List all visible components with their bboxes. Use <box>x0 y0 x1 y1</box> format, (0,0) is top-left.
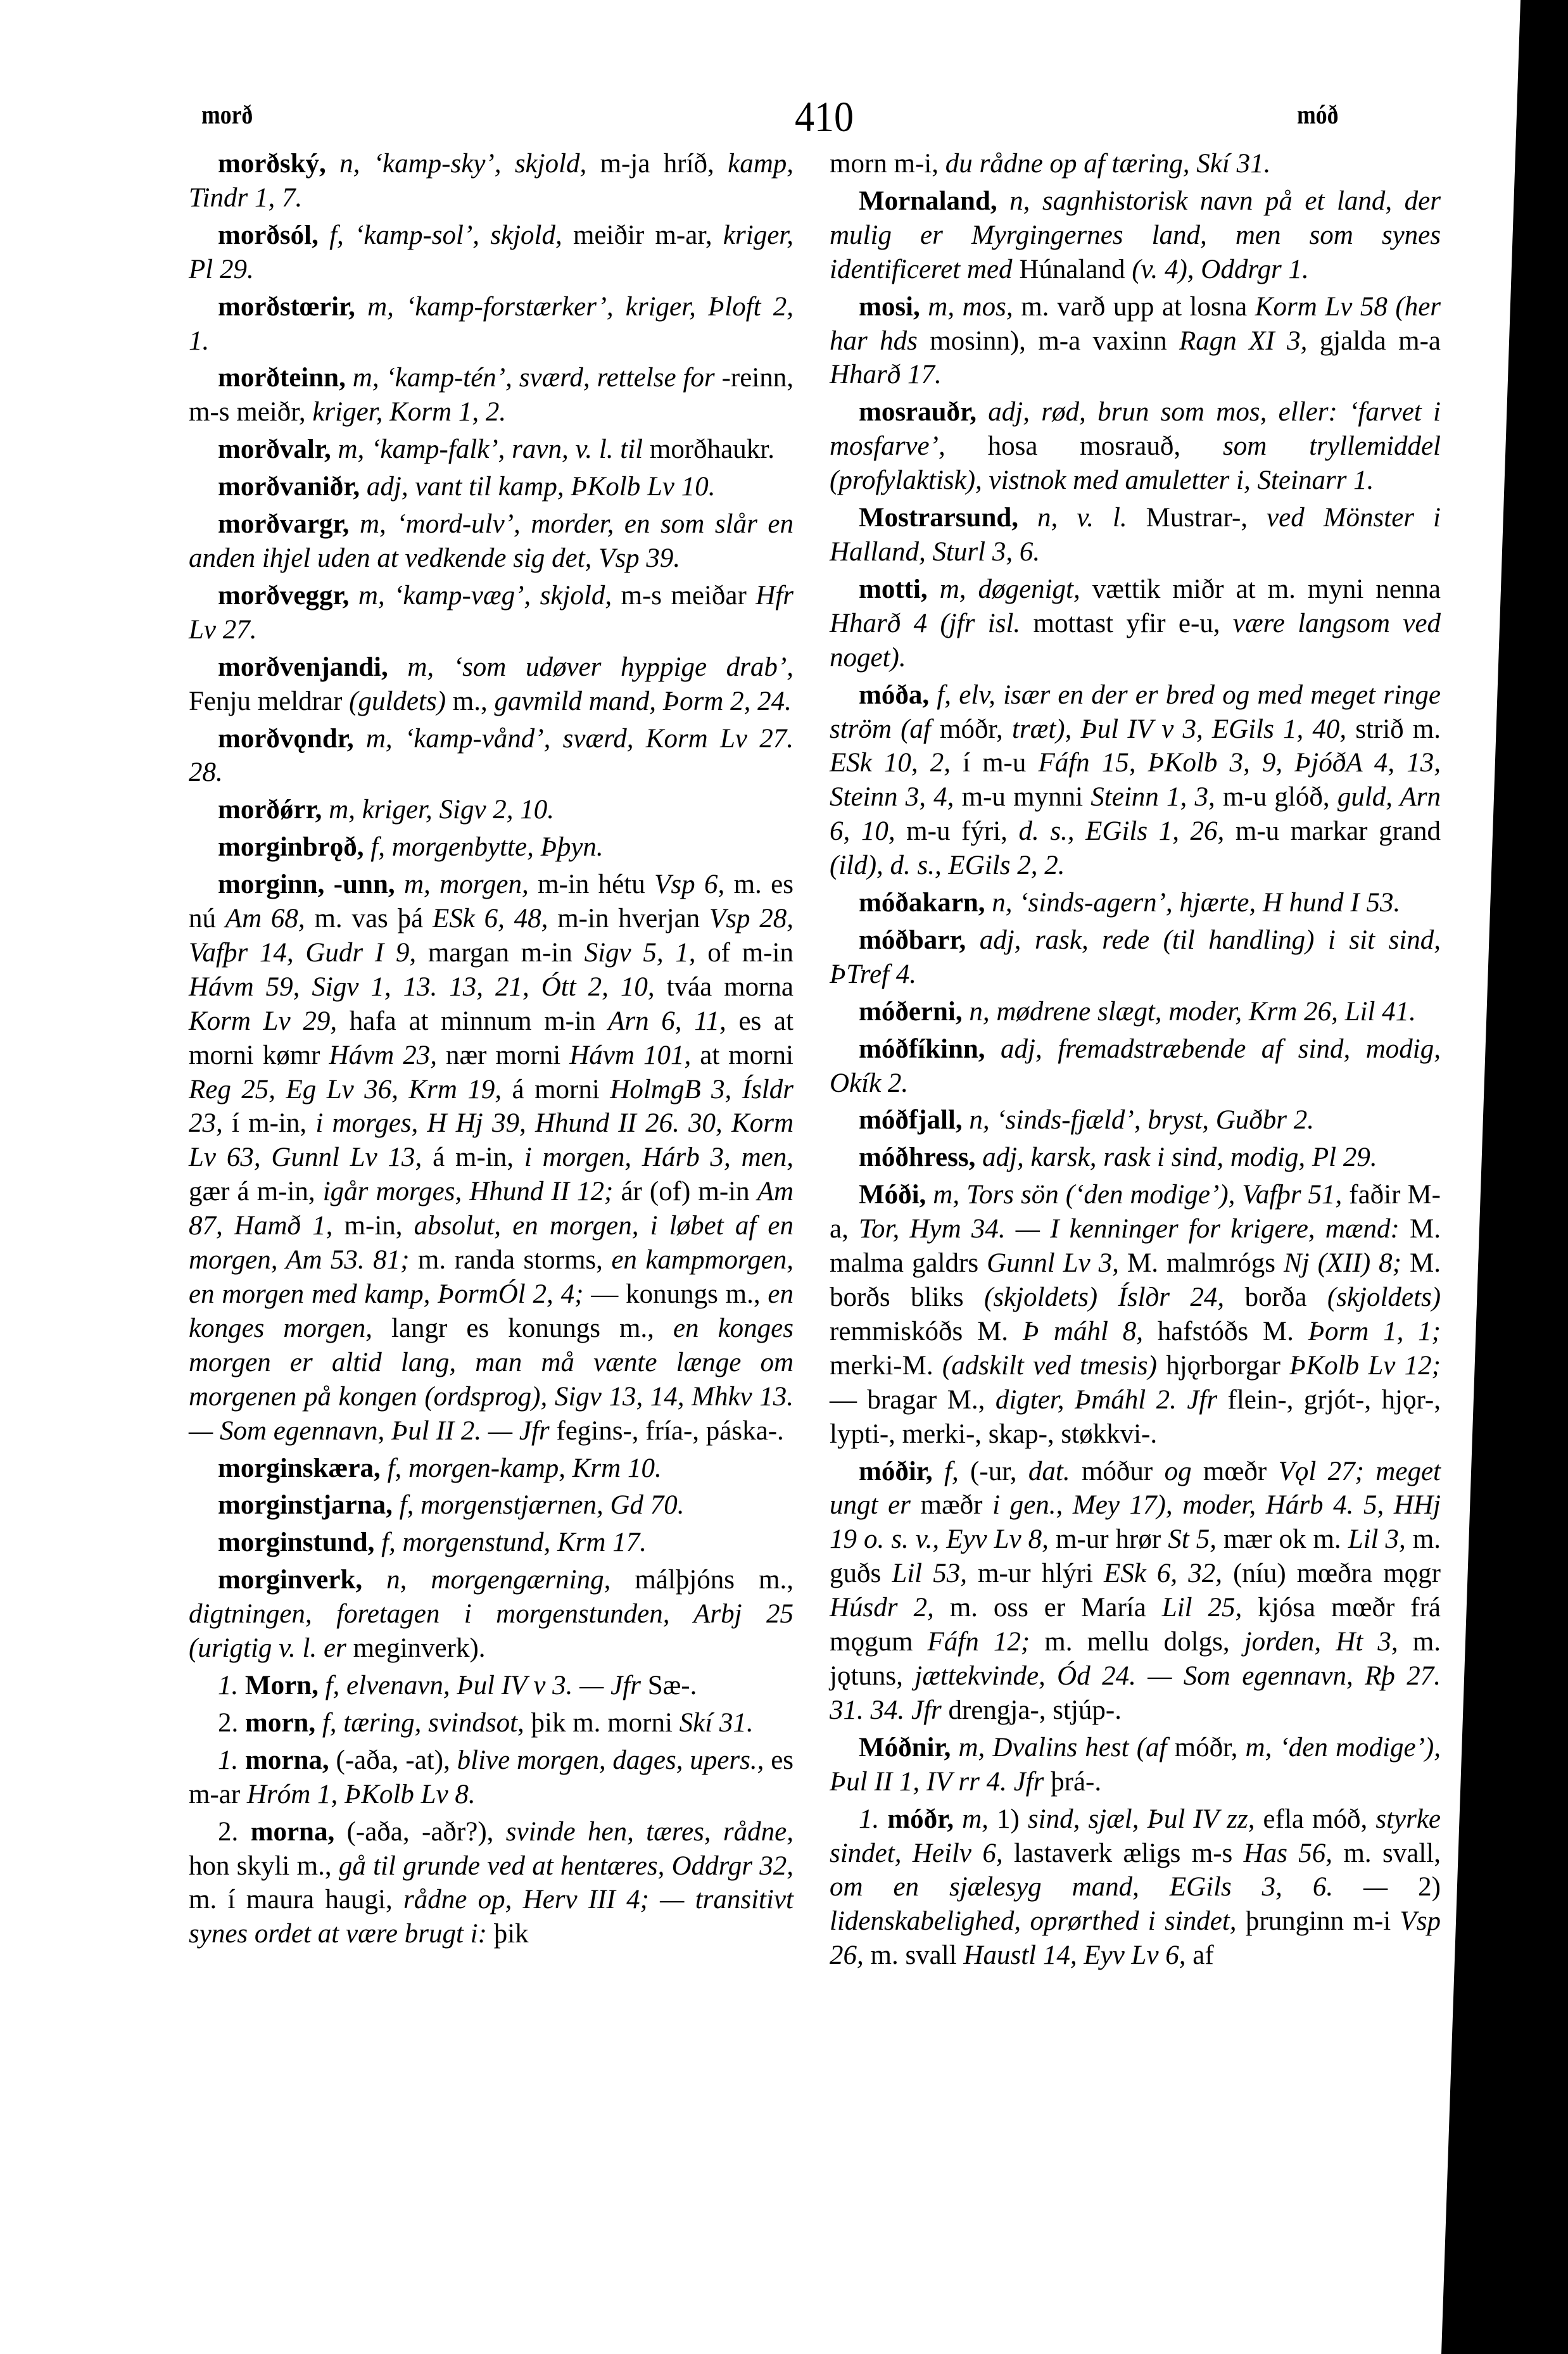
italic-text: Arn 6, 11, <box>608 1006 726 1036</box>
headword: Mornaland, <box>859 186 997 216</box>
headword: móðerni, <box>859 996 963 1027</box>
dictionary-entry <box>830 886 1441 920</box>
italic-text: Vǫl 27; meget ungt er <box>830 1456 1441 1521</box>
italic-text: m, <box>954 1804 989 1834</box>
dictionary-entry <box>830 1032 1441 1101</box>
italic-text: lidenskabelighed, oprørthed i sindet, <box>830 1906 1237 1937</box>
dictionary-entry <box>830 1103 1441 1137</box>
roman-text: es at morni kømr <box>189 1006 794 1070</box>
headword: Móði, <box>859 1180 926 1210</box>
dictionary-entry <box>830 1141 1441 1175</box>
roman-text: -reinn, m-s meiðr, <box>189 363 793 427</box>
roman-text: málþjóns m., <box>610 1565 794 1595</box>
dictionary-entry <box>189 793 793 827</box>
italic-text: f, morgenstund, Krm 17. <box>374 1528 647 1558</box>
italic-text: n, ‘kamp-sky’, skjold, <box>326 149 587 179</box>
italic-text: ved Mönster i Halland, Sturl 3, 6. <box>830 503 1441 567</box>
italic-text: f, elvenavn, Þul IV v 3. — Jfr <box>318 1670 641 1700</box>
roman-text: m-ur hlýri <box>966 1559 1104 1589</box>
italic-text: som tryllemiddel (profylaktisk), vistnok med amuletter i, Steinarr 1. <box>830 431 1441 496</box>
headword: Móðnir, <box>859 1732 951 1762</box>
italic-text: en kampmorgen, en morgen med kamp, ÞormÓl 2, 4; <box>189 1245 793 1309</box>
italic-text: adj, karsk, rask i sind, modig, Pl 29. <box>975 1142 1377 1173</box>
roman-text: af <box>1185 1940 1214 1971</box>
italic-text: Reg 25, Eg Lv 36, Krm 19, <box>189 1074 502 1104</box>
italic-text: Gunnl Lv 3, <box>987 1248 1119 1279</box>
headword: morginstund, <box>218 1528 375 1558</box>
headword: morginbrǫð, <box>218 832 364 863</box>
italic-text: jættekvinde, Ód 24. — Som egennavn, Rþ 27. 31. 34. Jfr <box>830 1661 1441 1725</box>
italic-text: Korm Lv 29, <box>189 1006 338 1036</box>
roman-text: í m-in, <box>222 1108 316 1139</box>
italic-text: m, ‘kamp-forstærker’, kriger, Þloft 2, 1. <box>189 291 793 356</box>
italic-text: (v. 4), Oddrgr 1. <box>1132 254 1309 284</box>
roman-text: m-ja hríð, <box>586 149 728 179</box>
italic-text: gavmild mand, Þorm 2, 24. <box>494 686 792 716</box>
headword: morginn, -unn, <box>218 870 395 900</box>
headword: morðteinn, <box>218 363 346 393</box>
dictionary-entry <box>830 678 1441 883</box>
left-column <box>189 147 793 1954</box>
italic-text: Hávm 59, Sigv 1, 13. 13, 21, Ótt 2, 10, <box>189 971 655 1002</box>
italic-text: ÞKolb Lv 12; <box>1289 1350 1441 1381</box>
italic-text: og <box>1164 1456 1192 1486</box>
sense-number: 1. <box>218 1745 246 1775</box>
headword: morn, <box>245 1707 316 1738</box>
italic-text: Hróm 1, ÞKolb Lv 8. <box>246 1779 476 1809</box>
italic-text: du rådne op af tæring, Skí 31. <box>945 149 1271 179</box>
scan-shadow-edge <box>1441 0 1568 2354</box>
italic-text: n, ‘sinds-agern’, hjærte, H hund I 53. <box>985 888 1401 918</box>
italic-text: (skjoldets) <box>1327 1282 1441 1312</box>
italic-text: Sigv 5, 1, <box>584 937 696 968</box>
italic-text: ESk 6, 48, <box>432 904 548 934</box>
italic-text: Am 87, Hamð 1, <box>189 1177 794 1241</box>
italic-text: f, morgenbytte, Þþyn. <box>364 832 604 863</box>
roman-text: margan m-in <box>416 937 585 968</box>
italic-text: sind, sjæl, Þul IV zz, <box>1027 1804 1255 1834</box>
italic-text: m, Dvalins hest (af <box>951 1732 1167 1762</box>
italic-text: f, morgenstjærnen, Gd 70. <box>392 1490 685 1521</box>
roman-text: m. es nú <box>189 870 793 934</box>
roman-text: fegins-, fría-, páska-. <box>549 1415 784 1446</box>
italic-text: n, mødrene slægt, moder, Krm 26, Lil 41. <box>962 996 1416 1027</box>
italic-text: Lil 53, <box>892 1559 967 1589</box>
italic-text: ESk 6, 32, <box>1103 1559 1222 1589</box>
italic-text: St 5, <box>1168 1524 1217 1555</box>
roman-text: — konungs m., <box>583 1279 768 1309</box>
roman-text: 2. <box>218 1707 245 1738</box>
italic-text: Hharð 4 (jfr isl. <box>830 608 1021 638</box>
italic-text: Fáfn 15, ÞKolb 3, 9, ÞjóðA 4, 13, Steinn 3, 4, <box>830 748 1441 813</box>
headword: morðsól, <box>218 220 319 250</box>
italic-text: Þorm 1, 1; <box>1308 1316 1441 1346</box>
dictionary-entry <box>189 1563 793 1666</box>
headword: morginstjarna, <box>218 1490 393 1521</box>
dictionary-entry <box>830 1802 1441 1973</box>
italic-text: kriger, Korm 1, 2. <box>312 397 507 427</box>
dictionary-entry <box>830 501 1441 569</box>
roman-text: m-s meiðar <box>612 580 756 611</box>
italic-text: Hfr Lv 27. <box>189 580 793 645</box>
dictionary-entry <box>189 147 793 215</box>
italic-text: d. s., EGils 1, 26, <box>1018 816 1225 847</box>
roman-text: mæðr <box>910 1490 993 1521</box>
headword: morðstœrir, <box>218 291 355 322</box>
italic-text: ESk 10, 2, <box>830 748 951 778</box>
roman-text: í m-u <box>951 748 1039 778</box>
headword: morðvaniðr, <box>218 472 360 502</box>
italic-text: absolut, en morgen, i løbet af en morgen, Am 53. 81; <box>189 1211 794 1275</box>
italic-text: digtningen, foretagen i morgenstunden, Arbj 25 (urigtig v. l. er <box>189 1599 793 1664</box>
italic-text: Ragn XI 3, <box>1179 326 1308 356</box>
roman-text: móðr, <box>930 714 1012 744</box>
italic-text: om en sjælesyg mand, EGils 3, 6. — <box>830 1872 1388 1902</box>
dictionary-entry <box>189 290 793 358</box>
headword: mosi, <box>859 291 920 322</box>
dictionary-entry <box>830 923 1441 992</box>
italic-text: Korm Lv 58 (her har hds <box>830 291 1441 356</box>
roman-text: 1) <box>988 1804 1028 1834</box>
roman-text: m-u fýri, <box>895 816 1019 847</box>
roman-text: m. vas þá <box>305 904 433 934</box>
headword: Morn, <box>245 1670 319 1700</box>
dictionary-entry <box>189 722 793 790</box>
running-head-first-word: morð <box>201 101 253 130</box>
roman-text: Sæ-. <box>640 1670 697 1700</box>
roman-text: þik <box>486 1919 529 1949</box>
italic-text: f, tæring, svindsot, <box>315 1707 524 1738</box>
dictionary-entry <box>189 579 793 647</box>
roman-text: 2. <box>218 1816 251 1847</box>
roman-text: vættik miðr at m. myni nenna <box>1080 574 1441 604</box>
headword: móðr, <box>887 1804 954 1834</box>
headword: móðakarn, <box>859 888 985 918</box>
roman-text: langr es konungs m., <box>372 1313 673 1343</box>
dictionary-entry <box>189 507 793 576</box>
dictionary-entry <box>830 395 1441 498</box>
headword: móðbarr, <box>859 925 966 955</box>
roman-text: morðhaukr. <box>643 434 775 465</box>
roman-text: faðir M-a, <box>830 1180 1441 1244</box>
italic-text: n, ‘sinds-fjæld’, bryst, Guðbr 2. <box>962 1105 1315 1136</box>
roman-text: Húnaland <box>1012 254 1132 284</box>
roman-text: at morni <box>691 1040 793 1070</box>
italic-text: f, <box>932 1456 959 1486</box>
roman-text: m-u mynni <box>954 782 1091 813</box>
roman-text: hjǫrborgar <box>1156 1350 1290 1381</box>
roman-text: m-in, <box>332 1211 414 1241</box>
italic-text: styrke sindet, Heilv 6, <box>830 1804 1441 1868</box>
headword: morna, <box>250 1816 335 1847</box>
dictionary-entry <box>830 995 1441 1029</box>
italic-text: træt), Þul IV v 3, EGils 1, 40, <box>1011 714 1347 744</box>
headword: motti, <box>859 574 928 604</box>
dictionary-entry <box>830 290 1441 393</box>
roman-text: m-u glóð, <box>1215 782 1337 813</box>
headword: morna, <box>245 1745 329 1775</box>
italic-text: gå til grunde ved at hentæres, Oddrgr 32, <box>338 1851 793 1881</box>
roman-text: M. malmrógs <box>1118 1248 1284 1279</box>
italic-text: (ild), d. s., EGils 2, 2. <box>830 851 1065 881</box>
roman-text: Fenju meldrar <box>189 686 350 716</box>
italic-text: jorden, Ht 3, <box>1244 1627 1398 1657</box>
italic-text: (adskilt ved tmesis) <box>942 1350 1157 1381</box>
roman-text: — bragar M., <box>830 1384 996 1415</box>
roman-text: mottast yfir e-u, <box>1020 608 1233 638</box>
italic-text: Has 56, <box>1243 1838 1333 1868</box>
right-column <box>830 147 1441 1976</box>
dictionary-entry <box>830 1731 1441 1799</box>
italic-text: Fáfn 12; <box>927 1627 1030 1657</box>
italic-text: HolmgB 3, Ísldr 23, <box>189 1074 793 1139</box>
roman-text: þrá-. <box>1044 1766 1102 1797</box>
roman-text: kjósa mœðr frá mǫgum <box>830 1593 1441 1657</box>
italic-text: kriger, Pl 29. <box>189 220 793 284</box>
roman-text: þik m. morni <box>524 1707 680 1738</box>
italic-text: m, Tors sön (‘den modige’), Vafþr 51, <box>926 1180 1343 1210</box>
entry-continuation <box>830 147 1441 181</box>
italic-text: Steinn 1, 3, <box>1091 782 1215 813</box>
italic-text: m, kriger, Sigv 2, 10. <box>322 795 555 825</box>
roman-text: efla móð, <box>1255 1804 1376 1834</box>
headword: morðvalr, <box>218 434 331 465</box>
italic-text: m, ‘kamp-falk’, ravn, v. l. til <box>331 434 643 465</box>
roman-text: móðr, <box>1167 1732 1246 1762</box>
roman-text: (-aða, -at), <box>329 1745 457 1775</box>
italic-text: Vsp 6, <box>654 870 725 900</box>
headword: morðvargr, <box>218 509 350 540</box>
italic-text: en konges morgen, <box>189 1279 793 1343</box>
roman-text: of m-in <box>695 937 793 968</box>
roman-text: morn m-i, <box>830 149 945 179</box>
dictionary-entry <box>189 218 793 287</box>
roman-text: m-u markar grand <box>1224 816 1441 847</box>
roman-text: Mustrar-, <box>1127 503 1267 533</box>
roman-text: (-ur, <box>958 1456 1028 1486</box>
dictionary-entry <box>189 868 793 1448</box>
roman-text: hon skyli m., <box>189 1851 339 1881</box>
italic-text: adj, rød, brun som mos, eller: ‘farvet i mosfarve’, <box>830 397 1441 462</box>
dictionary-entry <box>830 1178 1441 1451</box>
roman-text: gjalda m-a <box>1307 326 1441 356</box>
headword: móðfíkinn, <box>859 1034 985 1064</box>
dictionary-entry <box>189 830 793 864</box>
italic-text: i gen., Mey 17), moder, Hárb 4. 5, HHj 19 o. s. v., Eyv Lv 8, <box>830 1490 1441 1555</box>
italic-text: f, elv, især en der er bred og med meget ringe ström (af <box>830 680 1441 744</box>
italic-text: Tor, Hym 34. — I kenninger for krigere, mænd: <box>859 1214 1400 1244</box>
headword: móðhress, <box>859 1142 976 1173</box>
roman-text: m. randa storms, <box>409 1245 612 1275</box>
headword: morðǿrr, <box>218 795 322 825</box>
roman-text: flein-, grjót-, hjǫr-, lypti-, merki-, skap-, støkkvi-. <box>830 1384 1441 1449</box>
roman-text: m. varð upp at losna <box>1013 291 1255 322</box>
roman-text: m. svall, <box>1332 1838 1441 1868</box>
dictionary-entry <box>189 361 793 429</box>
dictionary-entry <box>189 1669 793 1703</box>
roman-text: M. borðs bliks <box>830 1248 1441 1312</box>
italic-text: Nj (XII) 8; <box>1283 1248 1401 1279</box>
italic-text: digter, Þmáhl 2. Jfr <box>995 1384 1218 1415</box>
italic-text: Hávm 101, <box>569 1040 692 1070</box>
headword: móðfjall, <box>859 1105 963 1136</box>
roman-text: nær morni <box>436 1040 570 1070</box>
dictionary-entry <box>189 433 793 467</box>
italic-text: n, morgengærning, <box>362 1565 611 1595</box>
roman-text: mœðr <box>1191 1456 1279 1486</box>
roman-text: hafstóðs M. <box>1142 1316 1308 1346</box>
headword: morðveggr, <box>218 580 350 611</box>
dictionary-entry <box>189 470 793 504</box>
italic-text: m, ‘mord-ulv’, morder, en som slår en anden ihjel uden at vedkende sig det, Vsp 39. <box>189 509 793 573</box>
italic-text: adj, rask, rede (til handling) i sit sind, ÞTref 4. <box>830 925 1441 989</box>
dictionary-entry <box>189 1815 793 1952</box>
roman-text: þrunginn m-i <box>1236 1906 1400 1937</box>
italic-text: en konges morgen er altid lang, man må vænte længe om morgenen på kongen (ordsprog), Sigv 13, 14, Mhkv 13. — Som egennavn, Þul II 2. — Jfr <box>189 1313 793 1446</box>
roman-text: tváa morna <box>654 971 793 1002</box>
dictionary-entry <box>189 650 793 719</box>
roman-text: mær ok m. <box>1216 1524 1348 1555</box>
headword: morðvenjandi, <box>218 652 388 682</box>
italic-text: svinde hen, tæres, rådne, <box>505 1816 793 1847</box>
roman-text: lastaverk æligs m-s <box>1002 1838 1244 1868</box>
italic-text: m, ‘den modige’), Þul II 1, IV rr 4. Jfr <box>830 1732 1441 1797</box>
roman-text: meiðir m-ar, <box>562 220 723 250</box>
italic-text: n, sagnhistorisk navn på et land, der mulig er Myrgingernes land, men som synes identificeret med <box>830 186 1441 284</box>
italic-text: m, ‘kamp-væg’, skjold, <box>349 580 612 611</box>
roman-text: (-aða, -aðr?), <box>334 1816 506 1847</box>
roman-text: á m-in, <box>422 1142 524 1173</box>
roman-text: m. svall <box>863 1940 964 1971</box>
italic-text: i morges, H Hj 39, Hhund II 26. 30, Korm Lv 63, Gunnl Lv 13, <box>189 1108 793 1173</box>
italic-text: n, v. l. <box>1018 503 1127 533</box>
roman-text: m. guðs <box>830 1524 1441 1589</box>
headword: mosrauðr, <box>859 397 977 427</box>
italic-text: (skjoldets) Íslдr 24, <box>984 1282 1225 1312</box>
roman-text: 2) <box>1388 1872 1441 1902</box>
italic-text: guld, Arn 6, 10, <box>830 782 1441 847</box>
dictionary-entry <box>189 1452 793 1486</box>
headword: morginverk, <box>218 1565 363 1595</box>
italic-text: m, morgen, <box>395 870 529 900</box>
headword: morginskæra, <box>218 1453 381 1483</box>
italic-text: kamp, Tindr 1, 7. <box>189 149 793 213</box>
dictionary-entry <box>189 1526 793 1560</box>
sense-number: 1. <box>218 1670 245 1700</box>
dictionary-entry <box>830 184 1441 287</box>
italic-text: m, ‘kamp-vånd’, sværd, Korm Lv 27. 28. <box>189 723 793 788</box>
roman-text: es m-ar <box>189 1745 794 1809</box>
italic-text: adj, vant til kamp, ÞKolb Lv 10. <box>360 472 716 502</box>
page-number: 410 <box>795 93 854 141</box>
italic-text: Lil 3, <box>1348 1524 1406 1555</box>
roman-text: móður <box>1070 1456 1165 1486</box>
italic-text: Þ máhl 8, <box>1022 1316 1143 1346</box>
italic-text: blive morgen, dages, upers., <box>457 1745 764 1775</box>
headword: Mostrarsund, <box>859 503 1019 533</box>
headword: móðir, <box>859 1456 933 1486</box>
headword: morðvǫndr, <box>218 723 354 754</box>
roman-text: m. í maura haugi, <box>189 1885 403 1915</box>
italic-text: Hharð 17. <box>830 360 942 390</box>
italic-text: m, ‘som udøver hyppige drab’, <box>388 652 793 682</box>
running-head <box>180 95 1447 146</box>
italic-text: Vsp 26, <box>830 1906 1441 1971</box>
roman-text: m-ur hrør <box>1048 1524 1168 1555</box>
roman-text: (níu) mœðra mǫgr <box>1222 1559 1441 1589</box>
italic-text: f, morgen-kamp, Krm 10. <box>380 1453 662 1483</box>
headword: morðský, <box>218 149 326 179</box>
roman-text: mosinn), m-a vaxinn <box>917 326 1179 356</box>
roman-text: merki-M. <box>830 1350 942 1381</box>
roman-text: meginverk). <box>346 1633 486 1664</box>
italic-text: dat. <box>1028 1456 1070 1486</box>
dictionary-entry <box>830 1455 1441 1728</box>
italic-text: m, ‘kamp-tén’, sværd, rettelse for <box>345 363 715 393</box>
italic-text: Vsp 28, Vafþr 14, Gudr I 9, <box>189 904 794 968</box>
dictionary-entry <box>830 573 1441 675</box>
roman-text: drengja-, stjúp-. <box>941 1695 1122 1725</box>
roman-text: borða <box>1224 1282 1327 1312</box>
roman-text: m. mellu dolgs, <box>1030 1627 1244 1657</box>
roman-text: á morni <box>502 1074 610 1104</box>
roman-text: M. malma galdrs <box>830 1214 1441 1279</box>
dictionary-entry <box>189 1743 793 1812</box>
sense-number: 1. <box>859 1804 888 1834</box>
italic-text: Skí 31. <box>679 1707 754 1738</box>
italic-text: igår morges, Hhund II 12; <box>322 1177 614 1207</box>
italic-text: være langsom ved noget). <box>830 608 1441 673</box>
dictionary-entry <box>189 1706 793 1740</box>
headword: móða, <box>859 680 930 710</box>
italic-text: f, ‘kamp-sol’, skjold, <box>318 220 562 250</box>
italic-text: Am 68, <box>225 904 305 934</box>
running-head-last-word: móð <box>1297 101 1339 130</box>
roman-text: m., <box>446 686 495 716</box>
italic-text: Haustl 14, Eyv Lv 6, <box>963 1940 1186 1971</box>
roman-text: m-in hétu <box>528 870 655 900</box>
roman-text: m. jǫtuns, <box>830 1627 1441 1691</box>
italic-text: Lil 25, <box>1161 1593 1242 1623</box>
dictionary-entry <box>189 1488 793 1522</box>
roman-text: remmiskóðs M. <box>830 1316 1023 1346</box>
roman-text: ár (of) m-in <box>613 1177 757 1207</box>
italic-text: rådne op, Herv III 4; — transitivt synes ordet at være brugt i: <box>189 1885 793 1949</box>
italic-text: (guldets) <box>349 686 446 716</box>
roman-text: gær á m-in, <box>189 1177 323 1207</box>
roman-text: m. oss er María <box>933 1593 1162 1623</box>
italic-text: Hávm 23, <box>329 1040 437 1070</box>
italic-text: adj, fremadstræbende af sind, modig, Okík 2. <box>830 1034 1441 1098</box>
roman-text: strið m. <box>1346 714 1441 744</box>
roman-text: m-in hverjan <box>548 904 709 934</box>
italic-text: m, døgenigt, <box>927 574 1080 604</box>
roman-text: hafa at minnum m-in <box>337 1006 609 1036</box>
italic-text: m, mos, <box>920 291 1013 322</box>
roman-text: hosa mosrauð, <box>945 431 1223 462</box>
italic-text: Húsdr 2, <box>830 1593 934 1623</box>
italic-text: i morgen, Hárb 3, men, <box>524 1142 793 1173</box>
